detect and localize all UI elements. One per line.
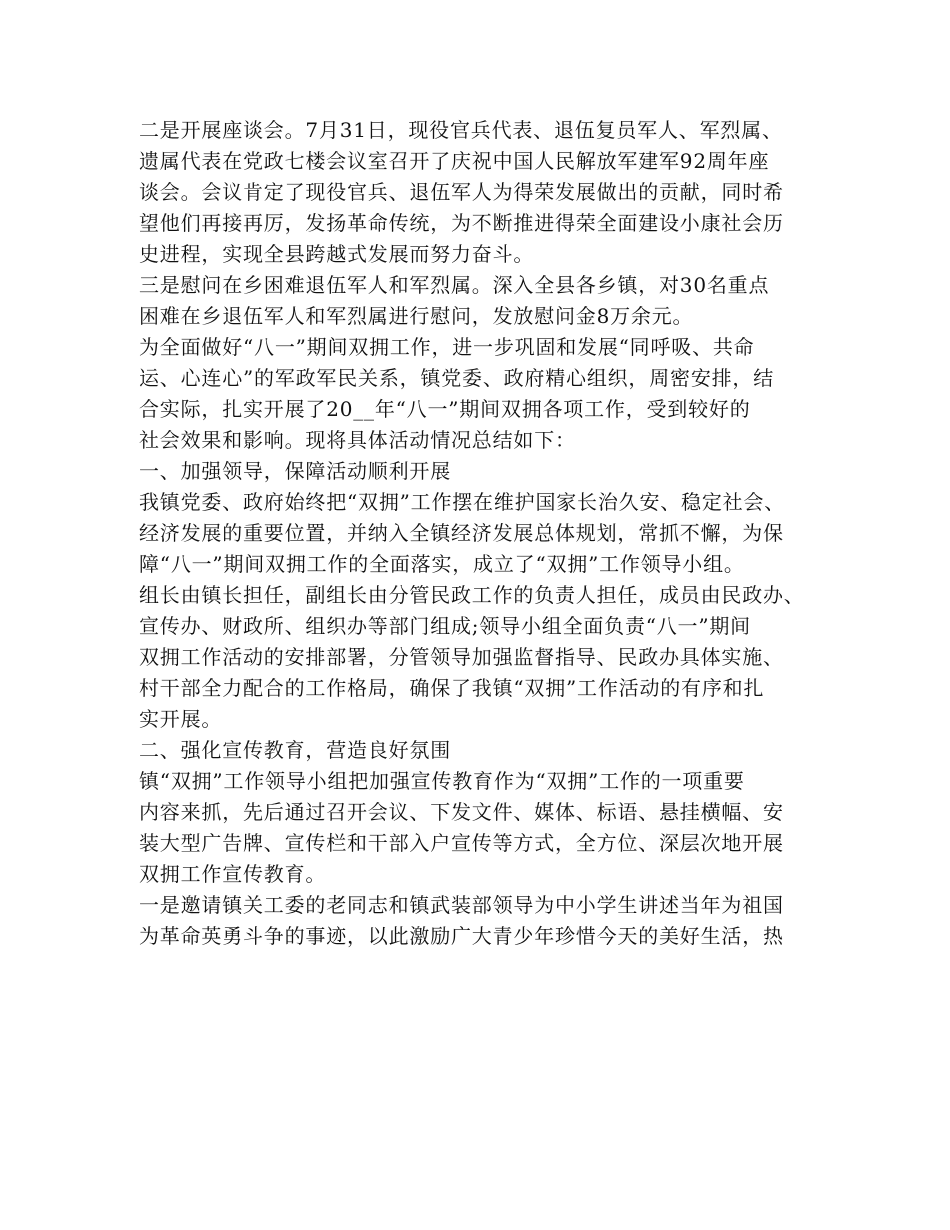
text-line: 实开展。: [139, 707, 223, 731]
text-line: 社会效果和影响。现将具体活动情况总结如下：: [139, 428, 576, 452]
text-line: 经济发展的重要位置，并纳入全镇经济发展总体规划，常抓不懈，为保: [139, 521, 784, 545]
text-line: 双拥工作活动的安排部署，分管领导加强监督指导、民政办具体实施、: [139, 645, 784, 669]
text-line: 组长由镇长担任，副组长由分管民政工作的负责人担任，成员由民政办、: [139, 583, 805, 607]
text-line: 望他们再接再厉，发扬革命传统，为不断推进得荣全面建设小康社会历: [139, 211, 784, 235]
text-line: 障“八一”期间双拥工作的全面落实，成立了“双拥”工作领导小组。: [139, 552, 745, 576]
text-line: 史进程，实现全县跨越式发展而努力奋斗。: [139, 242, 535, 266]
text-line: 我镇党委、政府始终把“双拥”工作摆在维护国家长治久安、稳定社会、: [139, 490, 786, 514]
text-line: 双拥工作宣传教育。: [139, 862, 327, 886]
text-line: 谈会。会议肯定了现役官兵、退伍军人为得荣发展做出的贡献，同时希: [139, 180, 784, 204]
text-line: 宣传办、财政所、组织办等部门组成;领导小组全面负责“八一”期间: [139, 614, 751, 638]
text-line: 三是慰问在乡困难退伍军人和军烈属。深入全县各乡镇，对30名重点: [139, 273, 770, 297]
text-line: 装大型广告牌、宣传栏和干部入户宣传等方式，全方位、深层次地开展: [139, 831, 784, 855]
text-line: 村干部全力配合的工作格局，确保了我镇“双拥”工作活动的有序和扎: [139, 676, 765, 700]
text-line: 二是开展座谈会。7月31日，现役官兵代表、退伍复员军人、军烈属、: [139, 118, 783, 142]
text-line: 一是邀请镇关工委的老同志和镇武装部领导为中小学生讲述当年为祖国: [139, 893, 784, 917]
text-line: 困难在乡退伍军人和军烈属进行慰问，发放慰问金8万余元。: [139, 304, 694, 328]
text-line: 内容来抓，先后通过召开会议、下发文件、媒体、标语、悬挂横幅、安: [139, 800, 784, 824]
section-heading: 一、加强领导，保障活动顺利开展: [139, 459, 451, 483]
text-line: 为革命英勇斗争的事迹，以此激励广大青少年珍惜今天的美好生活，热: [139, 924, 784, 948]
section-heading: 二、强化宣传教育，营造良好氛围: [139, 738, 451, 762]
text-line: 为全面做好“八一”期间双拥工作，进一步巩固和发展“同呼吸、共命: [139, 335, 755, 359]
text-line: 运、心连心”的军政军民关系，镇党委、政府精心组织，周密安排，结: [139, 366, 775, 390]
document-body: [139, 115, 829, 952]
text-line: 合实际，扎实开展了20__年“八一”期间双拥各项工作，受到较好的: [139, 397, 751, 421]
text-line: 遗属代表在党政七楼会议室召开了庆祝中国人民解放军建军92周年座: [139, 149, 770, 173]
text-line: 镇“双拥”工作领导小组把加强宣传教育作为“双拥”工作的一项重要: [139, 769, 745, 793]
